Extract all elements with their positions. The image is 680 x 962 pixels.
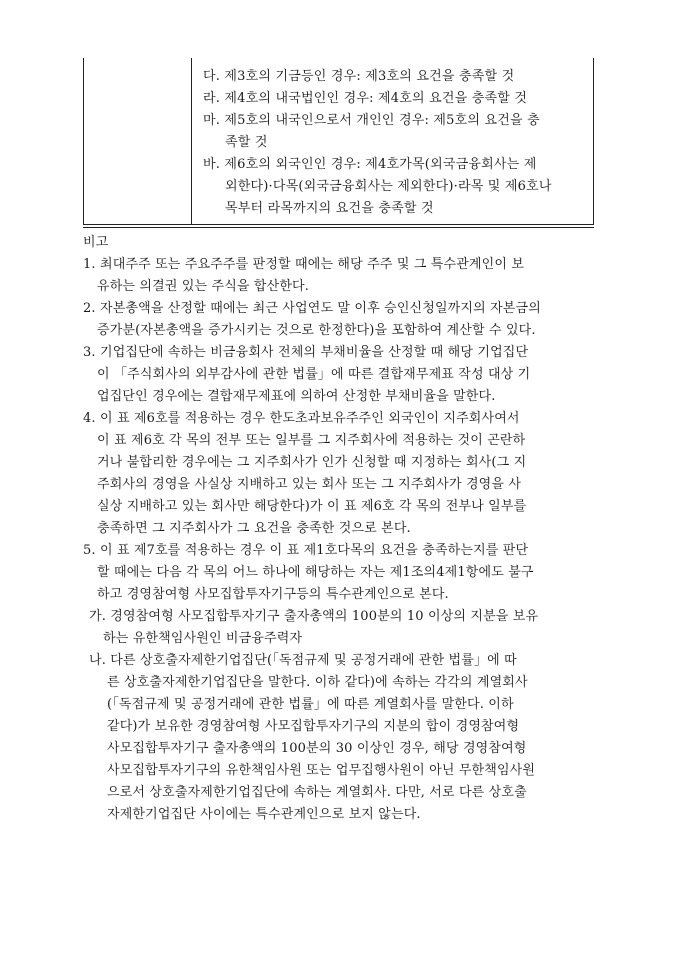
table-right-border bbox=[593, 58, 594, 225]
notes-section bbox=[83, 232, 603, 826]
cell-line: 라. 제4호의 내국법인인 경우: 제4호의 요건을 충족할 것 bbox=[203, 91, 528, 106]
note-5-item-na-line: 사모집합투자기구의 유한책임사원 또는 업무집행사원이 아닌 무한책임사원 bbox=[107, 763, 536, 778]
note-4-line: 실상 지배하고 있는 회사만 해당한다)가 이 표 제6호 각 목의 전부나 일부를 bbox=[97, 499, 527, 514]
table-column-divider bbox=[191, 58, 192, 225]
note-3-line: 3. 기업집단에 속하는 비금융회사 전체의 부채비율을 산정할 때 해당 기업집단 bbox=[83, 345, 529, 360]
note-5-item-na-line: 른 상호출자제한기업집단을 말한다. 이하 같다)에 속하는 각각의 계열회사 bbox=[107, 675, 528, 690]
note-1-line: 1. 최대주주 또는 주요주주를 판정할 때에는 해당 주주 및 그 특수관계인이 보 bbox=[83, 257, 525, 272]
cell-line: 족할 것 bbox=[225, 135, 268, 150]
note-5-item-na-line: (「독점규제 및 공정거래에 관한 법률」에 따른 계열회사를 말한다. 이하 bbox=[107, 697, 514, 712]
note-5-item-ga-line: 하는 유한책임사원인 비금융주력자 bbox=[103, 631, 303, 646]
note-5-item-ga-line: 가. 경영참여형 사모집합투자기구 출자총액의 100분의 10 이상의 지분을 보유 bbox=[89, 609, 539, 624]
note-5-line: 하고 경영참여형 사모집합투자기구등의 특수관계인으로 본다. bbox=[97, 587, 449, 602]
note-5-item-na-line: 으로서 상호출자제한기업집단에 속하는 계열회사. 다만, 서로 다른 상호출 bbox=[107, 785, 527, 800]
cell-line: 외한다)·다목(외국금융회사는 제외한다)·라목 및 제6호나 bbox=[225, 179, 552, 194]
table-bottom-border-double bbox=[83, 227, 594, 228]
note-4-line: 이 표 제6호 각 목의 전부 또는 일부를 그 지주회사에 적용하는 것이 곤란하 bbox=[97, 433, 526, 448]
note-3-line: 업집단인 경우에는 결합재무제표에 의하여 산정한 부채비율을 말한다. bbox=[97, 389, 496, 404]
table-bottom-border bbox=[83, 224, 594, 225]
note-4-line: 거나 불합리한 경우에는 그 지주회사가 인가 신청할 때 지정하는 회사(그 지 bbox=[97, 455, 527, 470]
note-5-line: 할 때에는 다음 각 목의 어느 하나에 해당하는 자는 제1조의4제1항에도 불구 bbox=[97, 565, 534, 580]
note-1-line: 유하는 의결권 있는 주식을 합산한다. bbox=[97, 279, 310, 294]
cell-line: 목부터 라목까지의 요건을 충족할 것 bbox=[225, 201, 434, 216]
cell-line: 다. 제3호의 기금등인 경우: 제3호의 요건을 충족할 것 bbox=[203, 69, 515, 84]
note-2-line: 증가분(자본총액을 증가시키는 것으로 한정한다)을 포함하여 계산할 수 있다. bbox=[97, 323, 536, 338]
table-fragment bbox=[83, 58, 594, 228]
note-4-line: 주회사의 경영을 사실상 지배하고 있는 회사 또는 그 지주회사가 경영을 사 bbox=[97, 477, 522, 492]
note-3-line: 이 「주식회사의 외부감사에 관한 법률」에 따른 결합재무제표 작성 대상 기 bbox=[97, 367, 531, 382]
note-4-line: 충족하면 그 지주회사가 그 요건을 충족한 것으로 본다. bbox=[97, 521, 411, 536]
table-left-border bbox=[83, 58, 84, 225]
note-5-item-na-line: 같다)가 보유한 경영참여형 사모집합투자기구의 지분의 합이 경영참여형 bbox=[107, 719, 520, 734]
note-5-item-na-line: 사모집합투자기구 출자총액의 100분의 30 이상인 경우, 해당 경영참여형 bbox=[107, 741, 527, 756]
cell-line: 마. 제5호의 내국인으로서 개인인 경우: 제5호의 요건을 충 bbox=[203, 113, 540, 128]
note-2-line: 2. 자본총액을 산정할 때에는 최근 사업연도 말 이후 승인신청일까지의 자본금의 bbox=[83, 301, 541, 316]
note-5-item-na-line: 자제한기업집단 사이에는 특수관계인으로 보지 않는다. bbox=[107, 807, 421, 822]
cell-line: 바. 제6호의 외국인인 경우: 제4호가목(외국금융회사는 제 bbox=[203, 157, 537, 172]
note-5-item-na-line: 나. 다른 상호출자제한기업집단(「독점규제 및 공정거래에 관한 법률」에 따 bbox=[89, 653, 517, 668]
note-5-line: 5. 이 표 제7호를 적용하는 경우 이 표 제1호다목의 요건을 충족하는지를 판단 bbox=[83, 543, 529, 558]
notes-heading: 비고 bbox=[83, 235, 109, 250]
note-4-line: 4. 이 표 제6호를 적용하는 경우 한도초과보유주주인 외국인이 지주회사여서 bbox=[83, 411, 520, 426]
table-cell-requirements bbox=[203, 66, 583, 220]
